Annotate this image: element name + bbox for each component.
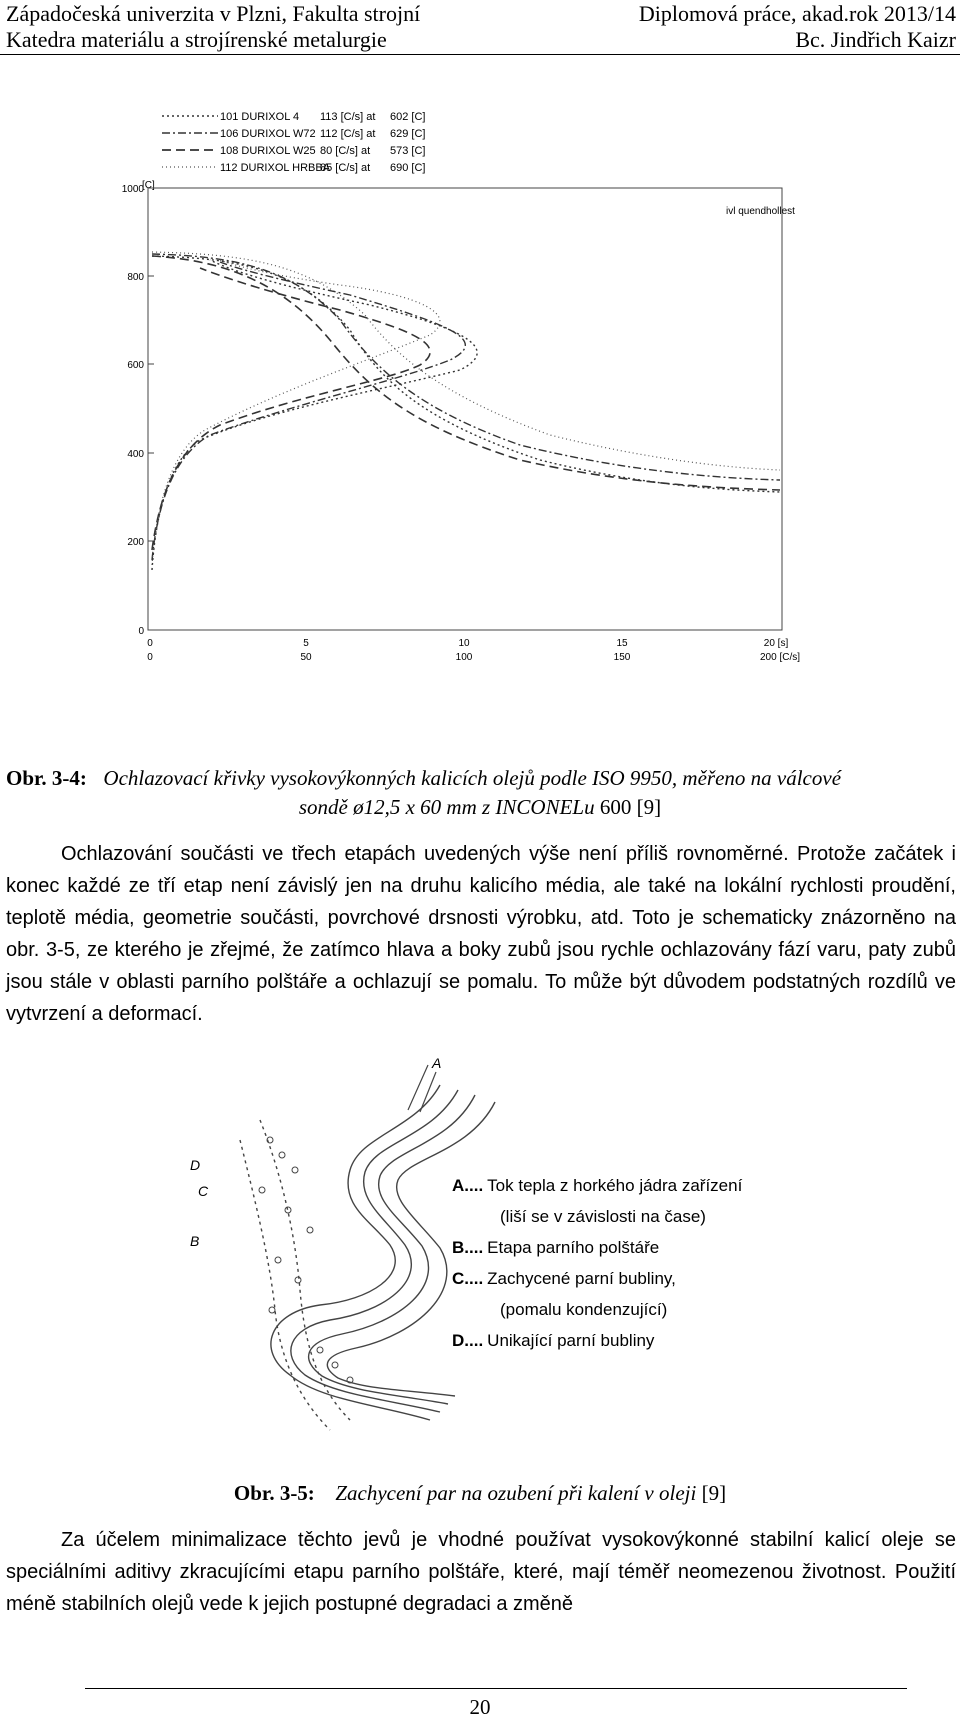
legend-temp-2: 629 [C]	[390, 128, 426, 140]
y-ticks	[122, 184, 145, 637]
paragraph-2-text: Za účelem minimalizace těchto jevů je vhodné používat vysokovýkonné stabilní kalicí oleje se speciálními aditivy zkracujícími etapu parního polštáře, které, mají téměř neomezenou životnost. Použití méně stabilních olejů vede k jejich postupné degradaci a změně	[6, 1529, 956, 1615]
legend-temp-4: 690 [C]	[390, 162, 426, 174]
figure-legend	[162, 111, 425, 174]
header-department: Katedra materiálu a strojírenské metalurgie	[6, 27, 387, 52]
header-university: Západočeská univerzita v Plzni, Fakulta strojní	[6, 1, 421, 26]
figure2-legend	[452, 1176, 743, 1350]
legend-key-c: C....	[452, 1269, 484, 1288]
figure1-caption-ref: 600 [9]	[594, 795, 662, 819]
legend-label-3: 108 DURIXOL W25	[220, 145, 316, 157]
y-tick-600: 600	[127, 360, 144, 371]
x-tick-time-15: 15	[616, 638, 628, 649]
plot-annotation: ivl quendhollest	[726, 206, 795, 217]
legend-rate-1: 113 [C/s] at	[320, 111, 376, 123]
legend-rate-3: 80 [C/s] at	[320, 145, 371, 157]
legend-key-a: A....	[452, 1176, 484, 1195]
x-ticks	[147, 638, 800, 663]
page-header-bottom	[0, 26, 960, 53]
legend-text-a: Tok tepla z horkého jádra zařízení	[487, 1176, 743, 1195]
header-rule	[0, 54, 960, 55]
body-paragraph-2	[6, 1524, 956, 1620]
x-tick-time-10: 10	[458, 638, 470, 649]
y-tick-1000: 1000	[121, 184, 144, 195]
legend-key-d: D....	[452, 1331, 484, 1350]
legend-rate-4: 85 [C/s] at	[320, 162, 371, 174]
plot-frame	[148, 188, 782, 630]
page-number: 20	[469, 1695, 491, 1719]
y-tick-400: 400	[127, 449, 144, 460]
legend-temp-1: 602 [C]	[390, 111, 426, 123]
legend-rate-2: 112 [C/s] at	[320, 128, 376, 140]
gear-vapour-figure	[190, 1050, 860, 1450]
figure1-caption-line1: Ochlazovací křivky vysokovýkonných kalicích olejů podle ISO 9950, měřeno na válcové	[103, 766, 842, 790]
header-thesis: Diplomová práce, akad.rok 2013/14	[638, 1, 956, 26]
x-tick-rate-150: 150	[613, 652, 631, 663]
figure1-caption-line2: sondě ø12,5 x 60 mm z INCONELu	[298, 795, 595, 819]
legend-label-2: 106 DURIXOL W72	[220, 128, 316, 140]
cooling-curves	[152, 252, 780, 492]
legend-key-b: B....	[452, 1238, 484, 1257]
x-tick-rate-0: 0	[147, 652, 153, 663]
x-tick-rate-100: 100	[455, 652, 473, 663]
legend-text-c2: (pomalu kondenzující)	[500, 1300, 668, 1319]
legend-text-c: Zachycené parní bubliny,	[487, 1269, 676, 1288]
marker-b: B	[190, 1233, 200, 1249]
marker-c: C	[198, 1183, 209, 1199]
header-author: Bc. Jindřich Kaizr	[795, 27, 956, 52]
cooling-curves-figure	[120, 90, 900, 750]
y-tick-0: 0	[138, 626, 144, 637]
paragraph-1-text: Ochlazování součásti ve třech etapách uvedených výše není příliš rovnoměrné. Protože začátek i konec každé ze tří etap není závislý jen na druhu kalicího média, ale také na lokální rychlosti proudění, teplotě média, geometrie součásti, povrchové drsnosti výrobku, atd. Toto je schematicky znázorněno na obr. 3-5, ze kterého je zřejmé, že zatímco hlava a boky zubů jsou rychle ochlazovány fází varu, paty zubů jsou stále v oblasti parního polštáře a ochlazují se pomalu. To může být důvodem podstatných rozdílů ve vytvrzení a deformací.	[6, 843, 956, 1025]
x-tick-rate-50: 50	[300, 652, 312, 663]
legend-label-1: 101 DURIXOL 4	[220, 111, 300, 123]
x-tick-time-0: 0	[147, 638, 153, 649]
svg-text:A....Tok tepla z horkého jádra	[452, 1176, 743, 1195]
legend-text-a2: (liší se v závislosti na čase)	[500, 1207, 706, 1226]
x-tick-rate-200: 200 [C/s]	[759, 652, 801, 663]
page-header-top	[0, 0, 960, 27]
svg-text:B....Etapa parního polštáře	[452, 1238, 659, 1257]
y-tick-200: 200	[127, 537, 144, 548]
figure1-caption-label: Obr. 3-4:	[6, 766, 87, 790]
y-tick-800: 800	[127, 272, 144, 283]
legend-temp-3: 573 [C]	[390, 145, 426, 157]
legend-label-4: 112 DURIXOL HRBBA	[220, 162, 331, 174]
figure1-caption	[0, 764, 960, 822]
figure2-caption	[0, 1479, 960, 1508]
footer-rule	[85, 1688, 907, 1689]
figure2-caption-label: Obr. 3-5:	[233, 1481, 315, 1505]
svg-text:D....Unikající parní bubliny	[452, 1331, 655, 1350]
cooling-rate-curves	[152, 258, 477, 570]
x-tick-time-5: 5	[303, 638, 309, 649]
x-tick-time-20: 20 [s]	[763, 638, 789, 649]
marker-d: D	[190, 1157, 201, 1173]
svg-text:C....Zachycené parní bubliny,	[452, 1269, 676, 1288]
flow-arrows	[408, 1065, 436, 1112]
y-axis-unit: [C]	[142, 180, 155, 191]
legend-text-b: Etapa parního polštáře	[487, 1238, 660, 1257]
body-paragraph-1	[6, 838, 956, 1030]
figure2-caption-text: Zachycení par na ozubení při kalení v oleji	[335, 1481, 697, 1505]
legend-text-d: Unikající parní bubliny	[487, 1331, 655, 1350]
vapour-bubbles	[259, 1137, 353, 1383]
figure2-caption-ref: [9]	[696, 1481, 727, 1505]
marker-a: A	[432, 1055, 442, 1071]
